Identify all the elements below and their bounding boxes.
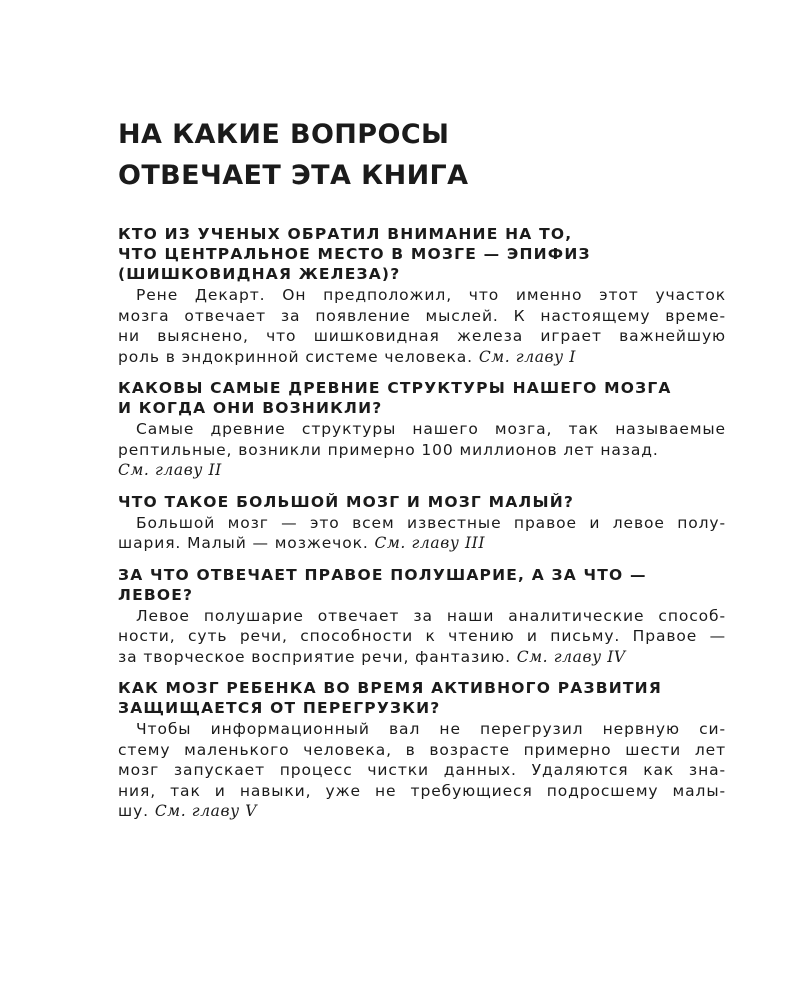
answer-line-text: Чтобы информационный вал не перегрузил нервную си- bbox=[136, 720, 726, 738]
question-line: КАКОВЫ САМЫЕ ДРЕВНИЕ СТРУКТУРЫ НАШЕГО МОЗГА bbox=[118, 379, 672, 397]
answer-line bbox=[118, 326, 726, 347]
qa-block bbox=[118, 378, 726, 481]
answer-line-text: ни выяснено, что шишковидная железа играет важнейшую bbox=[118, 327, 726, 345]
question-line: ЧТО ЦЕНТРАЛЬНОЕ МЕСТО В МОЗГЕ — ЭПИФИЗ bbox=[118, 245, 591, 263]
question-heading bbox=[118, 492, 726, 512]
answer-line-text: мозг запускает процесс чистки данных. Удаляются как зна- bbox=[118, 761, 726, 779]
question-heading bbox=[118, 378, 726, 418]
answer-text bbox=[118, 606, 726, 668]
answer-line-text: ности, суть речи, способности к чтению и письму. Правое — bbox=[118, 627, 726, 645]
answer-line-text: ния, так и навыки, уже не требующиеся подросшему малы- bbox=[118, 781, 726, 800]
answer-line-text: рептильные, возникли примерно 100 миллионов лет назад. bbox=[118, 440, 659, 459]
answer-line bbox=[118, 347, 726, 368]
qa-block bbox=[118, 224, 726, 367]
qa-list bbox=[118, 224, 726, 822]
answer-line-text: Рене Декарт. Он предположил, что именно этот участок bbox=[136, 286, 726, 304]
answer-line bbox=[118, 533, 726, 554]
answer-line bbox=[118, 419, 726, 440]
answer-line bbox=[118, 781, 726, 802]
question-heading bbox=[118, 565, 726, 605]
chapter-reference: См. главу IV bbox=[516, 647, 626, 666]
answer-line bbox=[118, 719, 726, 740]
page-title-line: НА КАКИЕ ВОПРОСЫ bbox=[118, 119, 450, 150]
answer-line-text: Левое полушарие отвечает за наши аналитические способ- bbox=[136, 606, 726, 625]
chapter-reference: См. главу III bbox=[374, 534, 486, 552]
qa-block bbox=[118, 565, 726, 668]
answer-line-text: роль в эндокринной системе человека. bbox=[118, 347, 474, 366]
answer-line-text: Большой мозг — это всем известные правое и левое полу- bbox=[136, 513, 726, 532]
answer-line bbox=[118, 626, 726, 647]
page-title-line: ОТВЕЧАЕТ ЭТА КНИГА bbox=[118, 160, 469, 191]
answer-line bbox=[118, 801, 726, 822]
answer-line bbox=[118, 647, 726, 668]
chapter-reference: См. главу II bbox=[118, 461, 222, 479]
page-title bbox=[118, 114, 726, 196]
question-heading bbox=[118, 224, 726, 284]
answer-line bbox=[118, 440, 726, 481]
answer-line-text: шу. bbox=[118, 802, 149, 820]
question-line: ЗА ЧТО ОТВЕЧАЕТ ПРАВОЕ ПОЛУШАРИЕ, А ЗА ЧТО — bbox=[118, 565, 647, 584]
answer-line bbox=[118, 740, 726, 761]
question-line: ЛЕВОЕ? bbox=[118, 585, 194, 604]
question-line: И КОГДА ОНИ ВОЗНИКЛИ? bbox=[118, 399, 383, 417]
answer-line bbox=[118, 513, 726, 534]
question-line: (ШИШКОВИДНАЯ ЖЕЛЕЗА)? bbox=[118, 265, 401, 283]
answer-line bbox=[118, 306, 726, 327]
answer-line-text: стему маленького человека, в возрасте примерно шести лет bbox=[118, 740, 726, 759]
answer-text bbox=[118, 419, 726, 481]
question-line: ЧТО ТАКОЕ БОЛЬШОЙ МОЗГ И МОЗГ МАЛЫЙ? bbox=[118, 492, 575, 511]
answer-line bbox=[118, 606, 726, 627]
chapter-reference: См. главу V bbox=[154, 802, 258, 820]
chapter-reference: См. главу I bbox=[478, 347, 577, 366]
answer-line-text: шария. Малый — мозжечок. bbox=[118, 534, 369, 552]
book-page bbox=[118, 114, 726, 833]
qa-block bbox=[118, 492, 726, 554]
answer-line bbox=[118, 285, 726, 306]
answer-text bbox=[118, 285, 726, 367]
qa-block bbox=[118, 678, 726, 822]
question-line: КТО ИЗ УЧЕНЫХ ОБРАТИЛ ВНИМАНИЕ НА ТО, bbox=[118, 225, 573, 243]
answer-line-text: мозга отвечает за появление мыслей. К настоящему време- bbox=[118, 306, 726, 325]
question-line: ЗАЩИЩАЕТСЯ ОТ ПЕРЕГРУЗКИ? bbox=[118, 699, 441, 717]
answer-text bbox=[118, 513, 726, 554]
question-line: КАК МОЗГ РЕБЕНКА ВО ВРЕМЯ АКТИВНОГО РАЗВИТИЯ bbox=[118, 679, 662, 697]
answer-line-text: за творческое восприятие речи, фантазию. bbox=[118, 647, 511, 666]
answer-text bbox=[118, 719, 726, 822]
question-heading bbox=[118, 678, 726, 718]
answer-line-text: Самые древние структуры нашего мозга, так называемые bbox=[136, 420, 726, 438]
answer-line bbox=[118, 760, 726, 781]
